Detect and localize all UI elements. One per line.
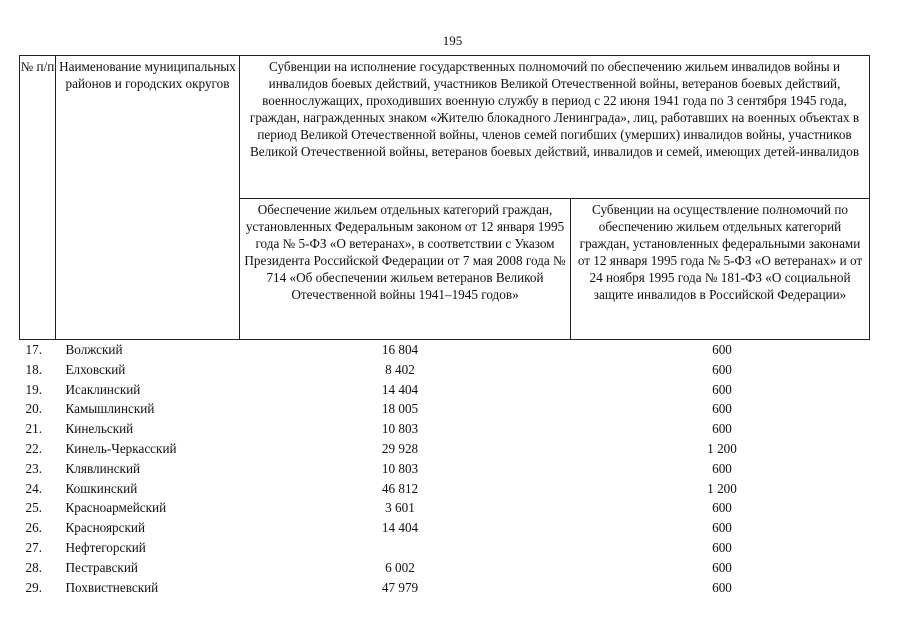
veterans-housing-value [240,538,571,558]
disabled-housing-value: 600 [712,460,732,476]
row-number: 23. [25,460,42,476]
page-number: 195 [442,33,463,48]
header-disabled-housing: Субвенции на осуществление полномочий по обеспечению жильем отдельных категорий граждан, установленных федеральными законами от 12 января 1995 года № 5-ФЗ «О ветеранах» и от 24 ноября 1995 года № 181-ФЗ «О социальной защите инвалидов в Российской Федерации» [571,199,870,340]
table-row [20,498,870,518]
table-row [20,558,870,578]
disabled-housing-value: 600 [712,520,732,536]
disabled-housing-value: 600 [712,381,732,397]
municipality-name: Камышлинский [65,401,155,417]
header-number: № п/п [20,56,56,340]
veterans-housing-value: 3 601 [385,500,415,516]
veterans-housing-value: 18 005 [381,401,419,417]
row-number: 26. [25,520,42,536]
veterans-housing-value: 47 979 [381,579,419,595]
header-row [20,56,870,199]
header-veterans-housing: Обеспечение жильем отдельных категорий граждан, установленных Федеральным законом от 12 января 1995 года № 5-ФЗ «О ветеранах», в соответствии с Указом Президента Российской Федерации от 7 мая 2008 года № 714 «Об обеспечении жильем ветеранов Великой Отечественной войны 1941–1945 годов» [240,199,571,340]
veterans-housing-value: 16 804 [381,342,419,357]
disabled-housing-value: 600 [712,421,732,437]
row-number: 17. [25,342,42,357]
row-number: 28. [25,559,42,575]
row-number: 22. [25,440,42,456]
municipality-name: Елховский [65,361,126,377]
table-row [20,360,870,380]
disabled-housing-value: 600 [712,539,732,555]
municipality-name: Нефтегорский [65,539,146,555]
municipality-name: Кинельский [65,421,134,437]
municipality-name: Кошкинский [65,480,138,496]
table-row [20,399,870,419]
municipality-name: Пестравский [65,559,138,575]
veterans-housing-value: 29 928 [381,440,419,456]
row-number: 18. [25,361,42,377]
row-number: 27. [25,539,42,555]
table-row [20,538,870,558]
table-row [20,380,870,400]
veterans-housing-value: 14 404 [381,381,419,397]
disabled-housing-value: 600 [712,559,732,575]
municipality-name: Похвистневский [65,579,159,595]
veterans-housing-value: 46 812 [381,480,419,496]
veterans-housing-value: 8 402 [385,361,415,377]
disabled-housing-value: 1 200 [707,480,737,496]
row-number: 24. [25,480,42,496]
disabled-housing-value: 600 [712,342,732,357]
disabled-housing-value: 600 [712,500,732,516]
municipality-name: Исаклинский [65,381,141,397]
row-number: 19. [25,381,42,397]
veterans-housing-value: 10 803 [381,421,419,437]
municipality-name: Волжский [65,342,123,357]
disabled-housing-value: 600 [712,401,732,417]
disabled-housing-value: 600 [712,579,732,595]
municipality-name: Клявлинский [65,460,141,476]
disabled-housing-value: 600 [712,361,732,377]
table-row [20,439,870,459]
table-row [20,578,870,598]
subventions-table [19,55,870,597]
table-row [20,459,870,479]
municipality-name: Красноармейский [65,500,167,516]
header-subventions: Субвенции на исполнение государственных полномочий по обеспечению жильем инвалидов войны и инвалидов боевых действий, участников Великой Отечественной войны, ветеранов боевых действий, военнослужащих, проходивших военную службу в период с 22 июня 1941 года по 3 сентября 1945 года, граждан, награжденных знаком «Жителю блокадного Ленинграда», лиц, работавших на военных объектах в период Великой Отечественной войны, членов семей погибших (умерших) инвалидов войны, участников Великой Отечественной войны, ветеранов боевых действий, инвалидов и семей, имеющих детей-инвалидов [240,56,870,199]
municipality-name: Кинель-Черкасский [65,440,177,456]
table-row [20,340,870,360]
row-number: 29. [25,579,42,595]
table-row [20,419,870,439]
row-number: 25. [25,500,42,516]
row-number: 20. [25,401,42,417]
veterans-housing-value: 10 803 [381,460,419,476]
disabled-housing-value: 1 200 [707,440,737,456]
header-municipality-name: Наименование муниципальных районов и городских округов [56,56,240,340]
table-row [20,479,870,499]
municipality-name: Красноярский [65,520,146,536]
veterans-housing-value: 6 002 [385,559,415,575]
table-body [20,340,870,598]
row-number: 21. [25,421,42,437]
table-row [20,518,870,538]
veterans-housing-value: 14 404 [381,520,419,536]
